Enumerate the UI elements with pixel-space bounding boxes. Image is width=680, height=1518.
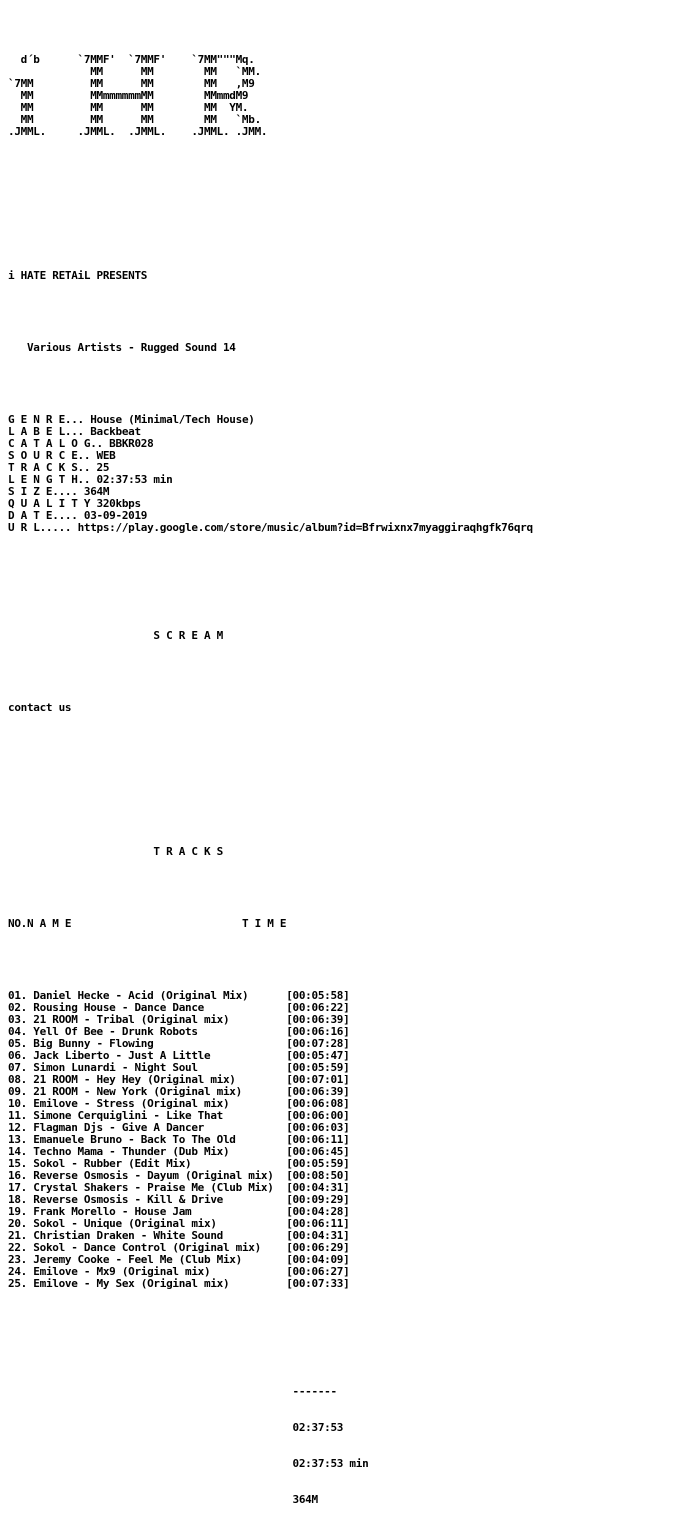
track-name: Simone Cerquiglini - Like That	[33, 1109, 223, 1122]
track-time: [00:07:01]	[286, 1073, 350, 1086]
track-time: [00:06:27]	[286, 1265, 350, 1278]
track-name: Rousing House - Dance Dance	[33, 1001, 205, 1014]
track-time: [00:07:33]	[286, 1277, 350, 1290]
track-number: 12.	[8, 1121, 27, 1134]
track-number: 11.	[8, 1109, 27, 1122]
track-time: [00:06:11]	[286, 1217, 350, 1230]
info-label: S I Z E....	[8, 485, 78, 498]
totals-divider: -------	[292, 1385, 337, 1398]
totals-length: 02:37:53 min	[292, 1457, 369, 1470]
track-name: Jeremy Cooke - Feel Me (Club Mix)	[33, 1253, 242, 1266]
track-name: Jack Liberto - Just A Little	[33, 1049, 211, 1062]
track-name: Yell Of Bee - Drunk Robots	[33, 1025, 198, 1038]
logo-line: MM MM MM MM `Mb.	[8, 113, 261, 126]
track-number: 09.	[8, 1085, 27, 1098]
logo-line: .JMML. .JMML. .JMML. .JMML. .JMM.	[8, 125, 268, 138]
track-number: 23.	[8, 1253, 27, 1266]
track-name: Reverse Osmosis - Dayum (Original mix)	[33, 1169, 274, 1182]
track-time: [00:06:29]	[286, 1241, 350, 1254]
col-time: T I M E	[241, 917, 287, 930]
info-label: U R L.....	[8, 521, 72, 534]
logo-line: `7MM MM MM MM ,M9	[8, 77, 255, 90]
track-time: [00:06:39]	[286, 1013, 350, 1026]
track-time: [00:09:29]	[286, 1193, 350, 1206]
track-time: [00:07:28]	[286, 1037, 350, 1050]
track-number: 15.	[8, 1157, 27, 1170]
track-name: Flagman Djs - Give A Dancer	[33, 1121, 205, 1134]
track-number: 22.	[8, 1241, 27, 1254]
tracks-heading: T R A C K S	[153, 845, 223, 858]
scream-heading: S C R E A M	[153, 629, 223, 642]
track-time: [00:06:08]	[286, 1097, 350, 1110]
track-name: Christian Draken - White Sound	[33, 1229, 223, 1242]
track-number: 10.	[8, 1097, 27, 1110]
contact-link[interactable]: contact us	[8, 701, 72, 714]
track-time: [00:06:00]	[286, 1109, 350, 1122]
track-name: Sokol - Unique (Original mix)	[33, 1217, 217, 1230]
track-number: 17.	[8, 1181, 27, 1194]
info-label: L E N G T H..	[8, 473, 91, 486]
logo-line: MM MM MM `MM.	[8, 65, 261, 78]
url-link[interactable]: https://play.google.com/store/music/album?id=Bfrwixnx7myaggiraqhgfk76qrq	[77, 521, 533, 534]
track-name: Simon Lunardi - Night Soul	[33, 1061, 198, 1074]
track-number: 08.	[8, 1073, 27, 1086]
logo-line: d´b `7MMF' `7MMF' `7MM"""Mq.	[8, 53, 255, 66]
track-name: Emilove - My Sex (Original mix)	[33, 1277, 230, 1290]
track-name: Big Bunny - Flowing	[33, 1037, 154, 1050]
track-name: Techno Mama - Thunder (Dub Mix)	[33, 1145, 230, 1158]
logo-line: MM MM MM MM YM.	[8, 101, 249, 114]
info-value: House (Minimal/Tech House)	[90, 413, 255, 426]
info-value: 320kbps	[96, 497, 141, 510]
info-label: C A T A L O G..	[8, 437, 103, 450]
track-number: 03.	[8, 1013, 27, 1026]
track-name: 21 ROOM - Hey Hey (Original mix)	[33, 1073, 236, 1086]
track-number: 25.	[8, 1277, 27, 1290]
track-time: [00:04:09]	[286, 1253, 350, 1266]
track-number: 18.	[8, 1193, 27, 1206]
track-number: 20.	[8, 1217, 27, 1230]
info-label: T R A C K S..	[8, 461, 91, 474]
track-time: [00:04:31]	[286, 1181, 350, 1194]
track-list	[8, 990, 533, 1290]
track-time: [00:04:31]	[286, 1229, 350, 1242]
track-name: Emanuele Bruno - Back To The Old	[33, 1133, 236, 1146]
info-value: 364M	[83, 485, 110, 498]
logo-line: MM MMmmmmmmMM MMmmdM9	[8, 89, 249, 102]
ascii-logo	[8, 54, 533, 138]
track-name: Emilove - Mx9 (Original mix)	[33, 1265, 211, 1278]
track-number: 06.	[8, 1049, 27, 1062]
totals-size: 364M	[292, 1493, 318, 1506]
track-time: [00:06:03]	[286, 1121, 350, 1134]
info-value: 25	[96, 461, 110, 474]
track-number: 21.	[8, 1229, 27, 1242]
track-time: [00:06:39]	[286, 1085, 350, 1098]
tracks-column-header	[8, 918, 533, 930]
track-name: Reverse Osmosis - Kill & Drive	[33, 1193, 223, 1206]
track-number: 05.	[8, 1037, 27, 1050]
track-name: 21 ROOM - Tribal (Original mix)	[33, 1013, 230, 1026]
col-no: NO.	[8, 917, 27, 930]
track-name: Sokol - Rubber (Edit Mix)	[33, 1157, 192, 1170]
info-value: WEB	[96, 449, 116, 462]
info-value: 03-09-2019	[83, 509, 148, 522]
track-time: [00:06:11]	[286, 1133, 350, 1146]
track-name: Emilove - Stress (Original mix)	[33, 1097, 230, 1110]
info-value: 02:37:53 min	[96, 473, 173, 486]
totals-time: 02:37:53	[292, 1421, 344, 1434]
track-time: [00:08:50]	[286, 1169, 350, 1182]
col-name: N A M E	[26, 917, 72, 930]
track-number: 02.	[8, 1001, 27, 1014]
info-row	[8, 522, 533, 534]
track-number: 04.	[8, 1025, 27, 1038]
info-value: BBKR028	[109, 437, 154, 450]
presents-line: i HATE RETAiL PRESENTS	[8, 269, 148, 282]
track-time: [00:05:59]	[286, 1061, 350, 1074]
info-label: L A B E L...	[8, 425, 84, 438]
track-time: [00:05:47]	[286, 1049, 350, 1062]
info-label: D A T E....	[8, 509, 78, 522]
track-name: Sokol - Dance Control (Original mix)	[33, 1241, 261, 1254]
info-label: G E N R E...	[8, 413, 84, 426]
info-label: S O U R C E..	[8, 449, 91, 462]
track-number: 16.	[8, 1169, 27, 1182]
track-name: Crystal Shakers - Praise Me (Club Mix)	[33, 1181, 274, 1194]
track-name: 21 ROOM - New York (Original mix)	[33, 1085, 242, 1098]
track-time: [00:05:58]	[286, 989, 350, 1002]
info-value: Backbeat	[90, 425, 141, 438]
track-time: [00:05:59]	[286, 1157, 350, 1170]
track-row	[8, 1278, 533, 1290]
release-title: Various Artists - Rugged Sound 14	[26, 341, 236, 354]
track-number: 01.	[8, 989, 27, 1002]
track-time: [00:06:22]	[286, 1001, 350, 1014]
track-number: 07.	[8, 1061, 27, 1074]
track-time: [00:06:45]	[286, 1145, 350, 1158]
info-label: Q U A L I T Y	[8, 497, 91, 510]
release-info	[8, 414, 533, 534]
track-name: Daniel Hecke - Acid (Original Mix)	[33, 989, 249, 1002]
track-number: 14.	[8, 1145, 27, 1158]
track-number: 13.	[8, 1133, 27, 1146]
track-time: [00:06:16]	[286, 1025, 350, 1038]
nfo-document	[8, 30, 533, 1518]
track-number: 19.	[8, 1205, 27, 1218]
track-number: 24.	[8, 1265, 27, 1278]
track-time: [00:04:28]	[286, 1205, 350, 1218]
track-name: Frank Morello - House Jam	[33, 1205, 192, 1218]
